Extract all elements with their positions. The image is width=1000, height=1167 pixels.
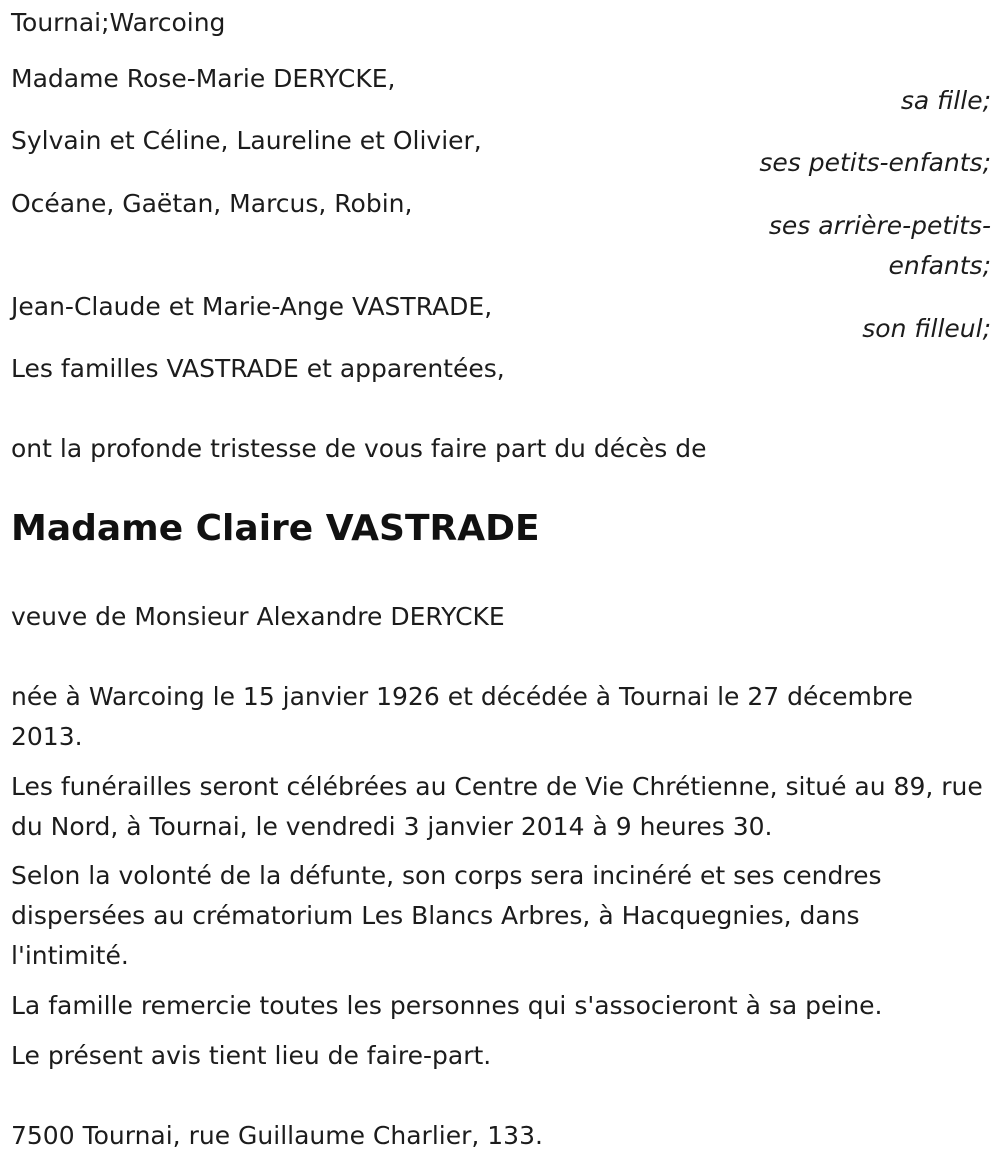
family-name: Jean-Claude et Marie-Ange VASTRADE, <box>11 292 493 321</box>
family-name: Sylvain et Céline, Laureline et Olivier, <box>11 126 482 155</box>
family-role: sa fille; <box>900 86 991 115</box>
family-line-great-grandchildren <box>11 184 991 280</box>
family-line-grandchildren <box>11 121 991 177</box>
family-name: Madame Rose-Marie DERYCKE, <box>11 64 396 93</box>
widow-of: veuve de Monsieur Alexandre DERYCKE <box>11 602 505 631</box>
family-role-line-1: ses arrière-petits- <box>768 211 991 240</box>
family-line-daughter <box>11 59 991 115</box>
address: 7500 Tournai, rue Guillaume Charlier, 133. <box>11 1121 543 1150</box>
family-role: son filleul; <box>862 314 991 343</box>
family-name: Les familles VASTRADE et apparentées, <box>11 354 505 383</box>
cremation-paragraph: Selon la volonté de la défunte, son corps sera incinéré et ses cendres dispersées au crématorium Les Blancs Arbres, à Hacquegnies, dans l'intimité. <box>11 861 882 970</box>
birth-death-paragraph: née à Warcoing le 15 janvier 1926 et décédée à Tournai le 27 décembre 2013. <box>11 682 913 751</box>
thanks-paragraph: La famille remercie toutes les personnes qui s'associeront à sa peine. <box>11 991 883 1020</box>
family-line-godson <box>11 287 991 343</box>
funeral-paragraph: Les funérailles seront célébrées au Centre de Vie Chrétienne, situé au 89, rue du Nord, à Tournai, le vendredi 3 janvier 2014 à 9 heures 30. <box>11 772 983 841</box>
location: Tournai;Warcoing <box>11 8 226 37</box>
family-role-line-2: enfants; <box>888 251 991 280</box>
family-role: ses petits-enfants; <box>759 148 991 177</box>
notice-paragraph: Le présent avis tient lieu de faire-part. <box>11 1041 492 1070</box>
announcement: ont la profonde tristesse de vous faire part du décès de <box>11 434 707 463</box>
deceased-name: Madame Claire VASTRADE <box>11 508 540 549</box>
family-line-families <box>11 349 991 389</box>
family-name: Océane, Gaëtan, Marcus, Robin, <box>11 189 413 218</box>
